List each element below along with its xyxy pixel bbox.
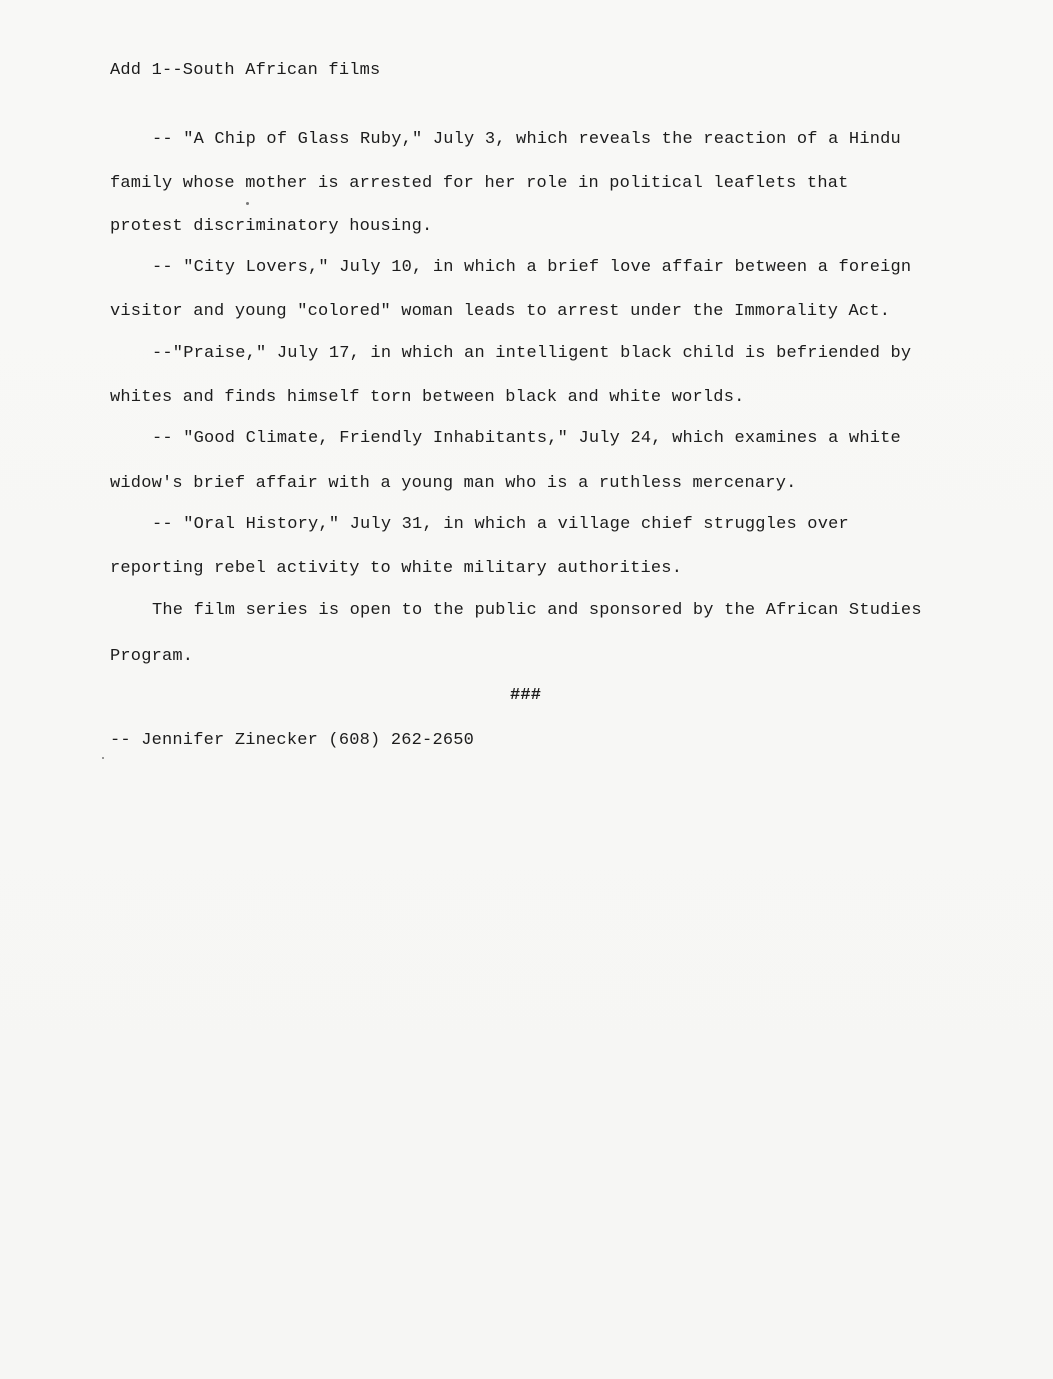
paper-speck — [246, 202, 249, 205]
film-2-line-2: visitor and young "colored" woman leads to arrest under the Immorality Act. — [110, 302, 891, 321]
film-2-line-1: -- "City Lovers," July 10, in which a brief love affair between a foreign — [152, 258, 912, 277]
film-3-line-2: whites and finds himself torn between black and white worlds. — [110, 388, 745, 407]
film-4-line-2: widow's brief affair with a young man who is a ruthless mercenary. — [110, 474, 797, 493]
series-note-line-2: Program. — [110, 647, 194, 666]
film-5-line-2: reporting rebel activity to white military authorities. — [110, 559, 683, 578]
end-mark: ### — [510, 686, 542, 705]
film-1-line-3: protest discriminatory housing. — [110, 217, 433, 236]
film-1-line-1: -- "A Chip of Glass Ruby," July 3, which reveals the reaction of a Hindu — [152, 130, 901, 149]
contact-line: -- Jennifer Zinecker (608) 262-2650 — [110, 731, 475, 750]
paper-speck — [102, 757, 104, 759]
film-1-line-2: family whose mother is arrested for her role in political leaflets that — [110, 174, 849, 193]
film-5-line-1: -- "Oral History," July 31, in which a village chief struggles over — [152, 515, 849, 534]
film-3-line-1: --"Praise," July 17, in which an intelligent black child is befriended by — [152, 344, 912, 363]
page-header: Add 1--South African films — [110, 61, 381, 80]
series-note-line-1: The film series is open to the public and sponsored by the African Studies — [152, 601, 922, 620]
film-4-line-1: -- "Good Climate, Friendly Inhabitants," July 24, which examines a white — [152, 429, 901, 448]
